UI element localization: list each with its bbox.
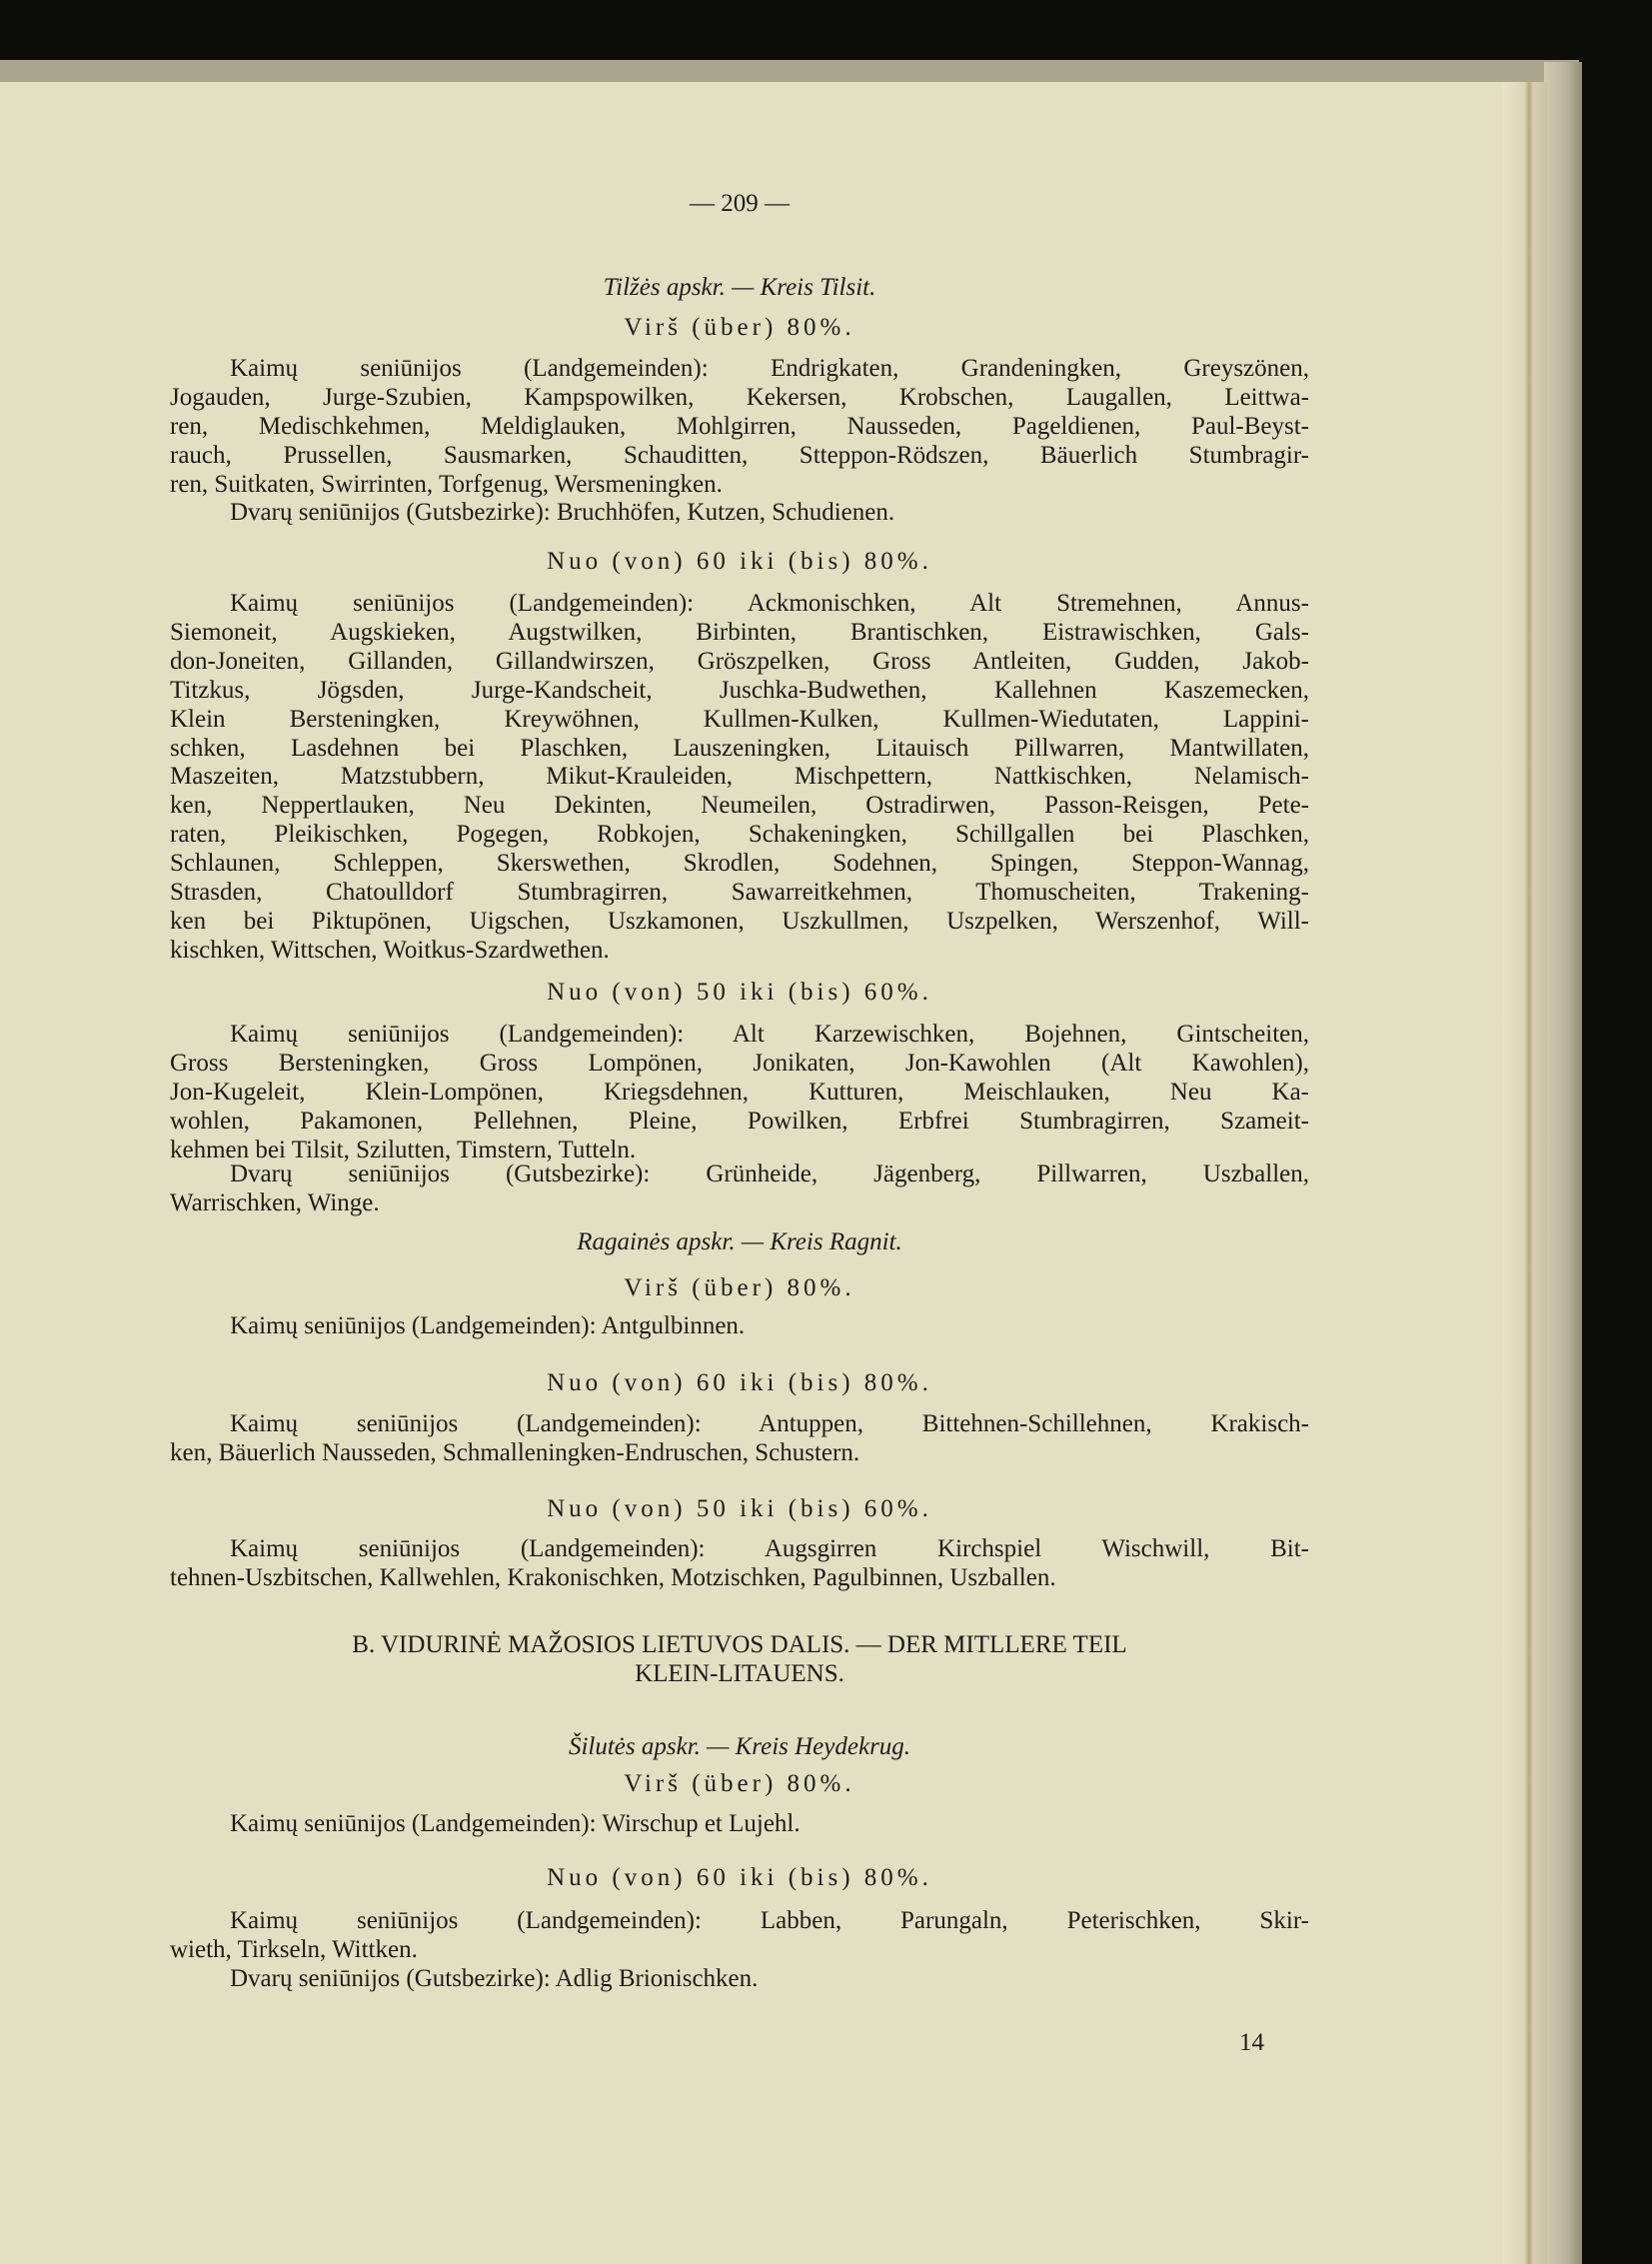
text-line: wohlen, Pakamonen, Pellehnen, Pleine, Powilken, Erbfrei Stumbragirren, Szameit- bbox=[170, 1107, 1309, 1134]
category-heading: Nuo (von) 50 iki (bis) 60%. bbox=[547, 979, 932, 1006]
book-cover-top-edge bbox=[0, 60, 1579, 82]
text-line: wieth, Tirkseln, Wittken. bbox=[170, 1935, 418, 1963]
category-heading: Virš (über) 80%. bbox=[624, 1770, 855, 1797]
text-line: kehmen bei Tilsit, Szilutten, Timstern, Tutteln. bbox=[170, 1135, 637, 1163]
paragraph bbox=[170, 1535, 1309, 1593]
text-line: Jogauden, Jurge-Szubien, Kampspowilken, Kekersen, Krobschen, Laugallen, Leittwa- bbox=[170, 383, 1309, 411]
text-line: Gross Bersteningken, Gross Lompönen, Jonikaten, Jon-Kawohlen (Alt Kawohlen), bbox=[170, 1049, 1309, 1077]
page-header-number: — 209 — bbox=[690, 190, 790, 217]
category-heading: Virš (über) 80%. bbox=[624, 1274, 855, 1301]
paragraph bbox=[170, 1160, 1309, 1218]
category-heading: Nuo (von) 60 iki (bis) 80%. bbox=[547, 1369, 932, 1396]
text-line: Siemoneit, Augskieken, Augstwilken, Birbinten, Brantischken, Eistrawischken, Gals- bbox=[170, 618, 1309, 646]
paragraph bbox=[170, 355, 1309, 500]
text-line: Kaimų seniūnijos (Landgemeinden): Alt Karzewischken, Bojehnen, Gintscheiten, bbox=[230, 1021, 1309, 1048]
text-line: Kaimų seniūnijos (Landgemeinden): Endrigkaten, Grandeningken, Greyszönen, bbox=[230, 355, 1309, 382]
district-heading-tilsit: Tilžės apskr. — Kreis Tilsit. bbox=[603, 274, 876, 301]
category-heading: Nuo (von) 60 iki (bis) 80%. bbox=[547, 548, 932, 575]
text-line: Warrischken, Winge. bbox=[170, 1188, 380, 1216]
paragraph bbox=[170, 1410, 1309, 1468]
book-cover-right-edge bbox=[1544, 62, 1582, 2264]
text-line: Kaimų seniūnijos (Landgemeinden): Ackmonischken, Alt Stremehnen, Annus- bbox=[230, 590, 1309, 617]
paragraph: Kaimų seniūnijos (Landgemeinden): Wirschup et Lujehl. bbox=[230, 1810, 801, 1837]
category-heading: Nuo (von) 50 iki (bis) 60%. bbox=[547, 1495, 932, 1522]
text-line: ren, Medischkehmen, Meldiglauken, Mohlgirren, Nausseden, Pageldienen, Paul-Beyst- bbox=[170, 412, 1309, 440]
text-line: Kaimų seniūnijos (Landgemeinden): Antuppen, Bittehnen-Schillehnen, Krakisch- bbox=[230, 1410, 1309, 1437]
page-footer-number: 14 bbox=[1239, 2029, 1264, 2056]
text-line: Maszeiten, Matzstubbern, Mikut-Krauleiden, Mischpettern, Nattkischken, Nelamisch- bbox=[170, 763, 1309, 791]
text-line: Strasden, Chatoulldorf Stumbragirren, Sawarreitkehmen, Thomuscheiten, Trakening- bbox=[170, 879, 1309, 907]
district-heading-ragnit: Ragainės apskr. — Kreis Ragnit. bbox=[577, 1228, 902, 1255]
text-line: B. VIDURINĖ MAŽOSIOS LIETUVOS DALIS. — DER MITLLERE TEIL bbox=[352, 1631, 1127, 1658]
paragraph bbox=[170, 590, 1309, 966]
text-line: raten, Pleikischken, Pogegen, Robkojen, Schakeningken, Schillgallen bei Plaschken, bbox=[170, 821, 1309, 849]
text-line: Kaimų seniūnijos (Landgemeinden): Labben, Parungaln, Peterischken, Skir- bbox=[230, 1907, 1309, 1934]
text-line: tehnen-Uszbitschen, Kallwehlen, Krakonischken, Motzischken, Pagulbinnen, Uszballen. bbox=[170, 1563, 1056, 1591]
text-line: kischken, Wittschen, Woitkus-Szardwethen. bbox=[170, 936, 610, 964]
text-line: Kaimų seniūnijos (Landgemeinden): Augsgirren Kirchspiel Wischwill, Bit- bbox=[230, 1535, 1309, 1562]
paragraph bbox=[170, 1907, 1309, 1965]
paragraph: Dvarų seniūnijos (Gutsbezirke): Adlig Brionischken. bbox=[230, 1965, 759, 1992]
text-line: don-Joneiten, Gillanden, Gillandwirszen, Gröszpelken, Gross Antleiten, Gudden, Jakob- bbox=[170, 647, 1309, 675]
text-line: KLEIN-LITAUENS. bbox=[635, 1659, 844, 1687]
part-b-heading bbox=[170, 1631, 1309, 1689]
text-line: Titzkus, Jögsden, Jurge-Kandscheit, Juschka-Budwethen, Kallehnen Kaszemecken, bbox=[170, 676, 1309, 704]
paragraph: Kaimų seniūnijos (Landgemeinden): Antgulbinnen. bbox=[230, 1312, 746, 1339]
text-line: ren, Suitkaten, Swirrinten, Torfgenug, Wersmeningken. bbox=[170, 470, 723, 498]
district-heading-heydekrug: Šilutės apskr. — Kreis Heydekrug. bbox=[568, 1733, 911, 1760]
text-line: Schlaunen, Schleppen, Skerswethen, Skrodlen, Sodehnen, Spingen, Steppon-Wannag, bbox=[170, 850, 1309, 878]
category-heading: Nuo (von) 60 iki (bis) 80%. bbox=[547, 1864, 932, 1891]
category-heading: Virš (über) 80%. bbox=[624, 314, 855, 341]
paragraph bbox=[170, 1021, 1309, 1165]
text-line: ken bei Piktupönen, Uigschen, Uszkamonen, Uszkullmen, Uszpelken, Werszenhof, Will- bbox=[170, 907, 1309, 935]
text-line: Jon-Kugeleit, Klein-Lompönen, Kriegsdehnen, Kutturen, Meischlauken, Neu Ka- bbox=[170, 1078, 1309, 1106]
paragraph: Dvarų seniūnijos (Gutsbezirke): Bruchhöfen, Kutzen, Schudienen. bbox=[230, 499, 895, 526]
text-line: schken, Lasdehnen bei Plaschken, Lauszeningken, Litauisch Pillwarren, Mantwillaten, bbox=[170, 734, 1309, 762]
text-line: ken, Neppertlauken, Neu Dekinten, Neumeilen, Ostradirwen, Passon-Reisgen, Pete- bbox=[170, 792, 1309, 820]
page-stack-edges bbox=[1502, 82, 1547, 2264]
text-line: ken, Bäuerlich Nausseden, Schmalleningken-Endruschen, Schustern. bbox=[170, 1438, 860, 1466]
text-line: Dvarų seniūnijos (Gutsbezirke): Grünheide, Jägenberg, Pillwarren, Uszballen, bbox=[230, 1160, 1309, 1187]
text-line: rauch, Prussellen, Sausmarken, Schauditten, Stteppon-Rödszen, Bäuerlich Stumbragir- bbox=[170, 441, 1309, 469]
text-line: Klein Bersteningken, Kreywöhnen, Kullmen-Kulken, Kullmen-Wiedutaten, Lappini- bbox=[170, 705, 1309, 733]
